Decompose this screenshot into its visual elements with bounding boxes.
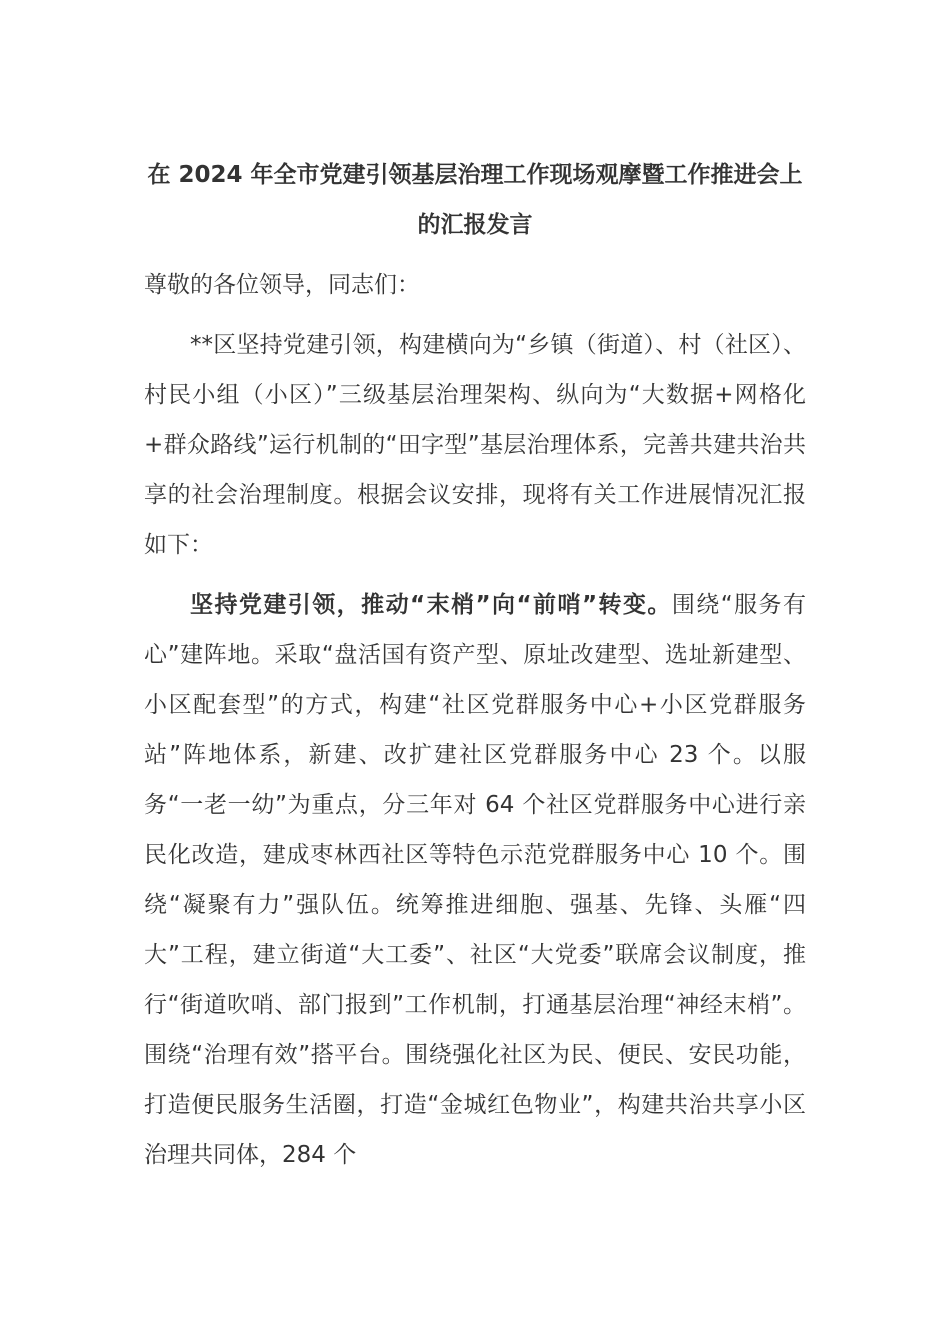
- paragraph-text: 围绕“服务有心”建阵地。采取“盘活国有资产型、原址改建型、选址新建型、小区配套型”的方式，构建“社区党群服务中心+小区党群服务站”阵地体系，新建、改扩建社区党群服务中心 23 个。以服务“一老一幼”为重点，分三年对 64 个社区党群服务中心进行亲民化改造，建成枣林西社区等特色示范党群服务中心 10 个。围绕“凝聚有力”强队伍。统筹推进细胞、强基、先锋、头雁“四大”工程，建立街道“大工委”、社区“大党委”联席会议制度，推行“街道吹哨、部门报到”工作机制，打通基层治理“神经末梢”。围绕“治理有效”搭平台。围绕强化社区为民、便民、安民功能，打造便民服务生活圈，打造“金城红色物业”，构建共治共享小区治理共同体，284 个: [144, 592, 806, 1168]
- salutation: 尊敬的各位领导，同志们：: [144, 272, 420, 298]
- paragraph-text: **区坚持党建引领，构建横向为“乡镇（街道）、村（社区）、村民小组（小区）”三级基层治理架构、纵向为“大数据+网格化+群众路线”运行机制的“田字型”基层治理体系，完善共建共治共享的社会治理制度。根据会议安排，现将有关工作进展情况汇报如下：: [144, 332, 806, 558]
- paragraph-intro: [144, 320, 806, 570]
- document-body: [144, 150, 806, 1180]
- paragraph-party-building: [144, 580, 806, 1180]
- paragraph-lead-heading: 坚持党建引领，推动“末梢”向“前哨”转变。: [190, 592, 672, 618]
- document-title: 在 2024 年全市党建引领基层治理工作现场观摩暨工作推进会上的汇报发言: [147, 162, 803, 238]
